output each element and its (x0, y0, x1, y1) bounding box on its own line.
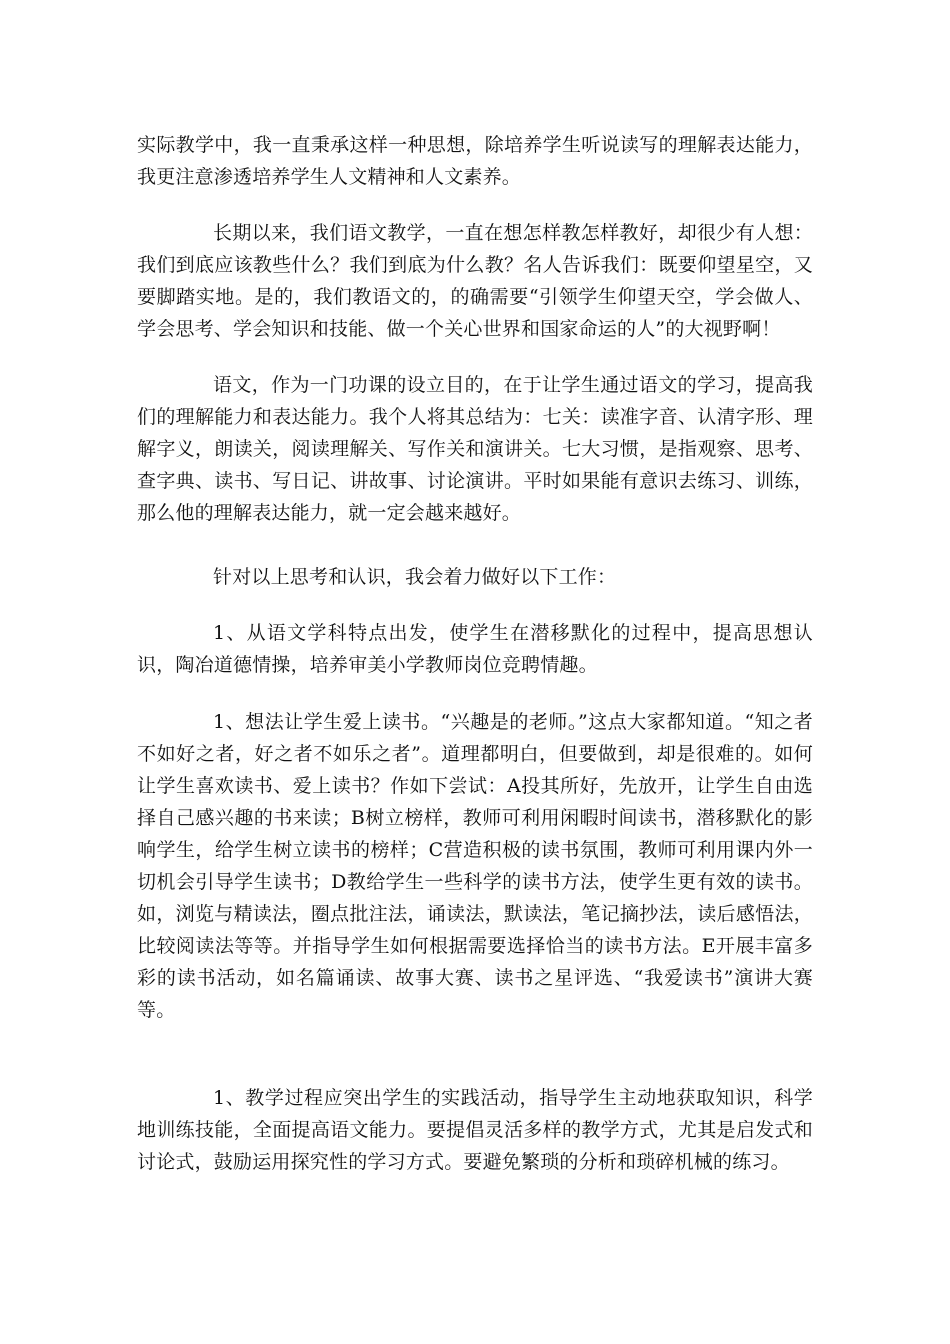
paragraph-4: 针对以上思考和认识，我会着力做好以下工作： (213, 566, 617, 588)
paragraph-3: 语文，作为一门功课的设立目的，在于让学生通过语文的学习，提高我们的理解能力和表达能力。我个人将其总结为：七关：读准字音、认清字形、理解字义，朗读关，阅读理解关、写作关和演讲关。七大习惯，是指观察、思考、查字典、读书、写日记、讲故事、讨论演讲。平时如果能有意识去练习、训练，那么他的理解表达能力，就一定会越来越好。 (137, 374, 813, 524)
paragraph-2: 长期以来，我们语文教学，一直在想怎样教怎样教好，却很少有人想：我们到底应该教些什么？我们到底为什么教？名人告诉我们：既要仰望星空，又要脚踏实地。是的，我们教语文的，的确需要“引领学生仰望天空，学会做人、学会思考、学会知识和技能、做一个关心世界和国家命运的人”的大视野啊！ (137, 222, 813, 340)
paragraph-7: 1、教学过程应突出学生的实践活动，指导学生主动地获取知识，科学地训练技能，全面提高语文能力。要提倡灵活多样的教学方式，尤其是启发式和讨论式，鼓励运用探究性的学习方式。要避免繁琐的分析和琐碎机械的练习。 (137, 1087, 813, 1173)
paragraph-5: 1、从语文学科特点出发，使学生在潜移默化的过程中，提高思想认识，陶冶道德情操，培养审美小学教师岗位竞聘情趣。 (137, 622, 813, 676)
paragraph-6: 1、想法让学生爱上读书。“兴趣是的老师。”这点大家都知道。“知之者不如好之者，好之者不如乐之者”。道理都明白，但要做到，却是很难的。如何让学生喜欢读书、爱上读书？作如下尝试：A投其所好，先放开，让学生自由选择自己感兴趣的书来读；B树立榜样，教师可利用闲暇时间读书，潜移默化的影响学生，给学生树立读书的榜样；C营造积极的读书氛围，教师可利用课内外一切机会引导学生读书；D教给学生一些科学的读书方法，使学生更有效的读书。如，浏览与精读法，圈点批注法，诵读法，默读法，笔记摘抄法，读后感悟法，比较阅读法等等。并指导学生如何根据需要选择恰当的读书方法。E开展丰富多彩的读书活动，如名篇诵读、故事大赛、读书之星评选、“我爱读书”演讲大赛等。 (137, 711, 813, 1021)
paragraph-1: 实际教学中，我一直秉承这样一种思想，除培养学生听说读写的理解表达能力，我更注意渗透培养学生人文精神和人文素养。 (137, 134, 813, 188)
